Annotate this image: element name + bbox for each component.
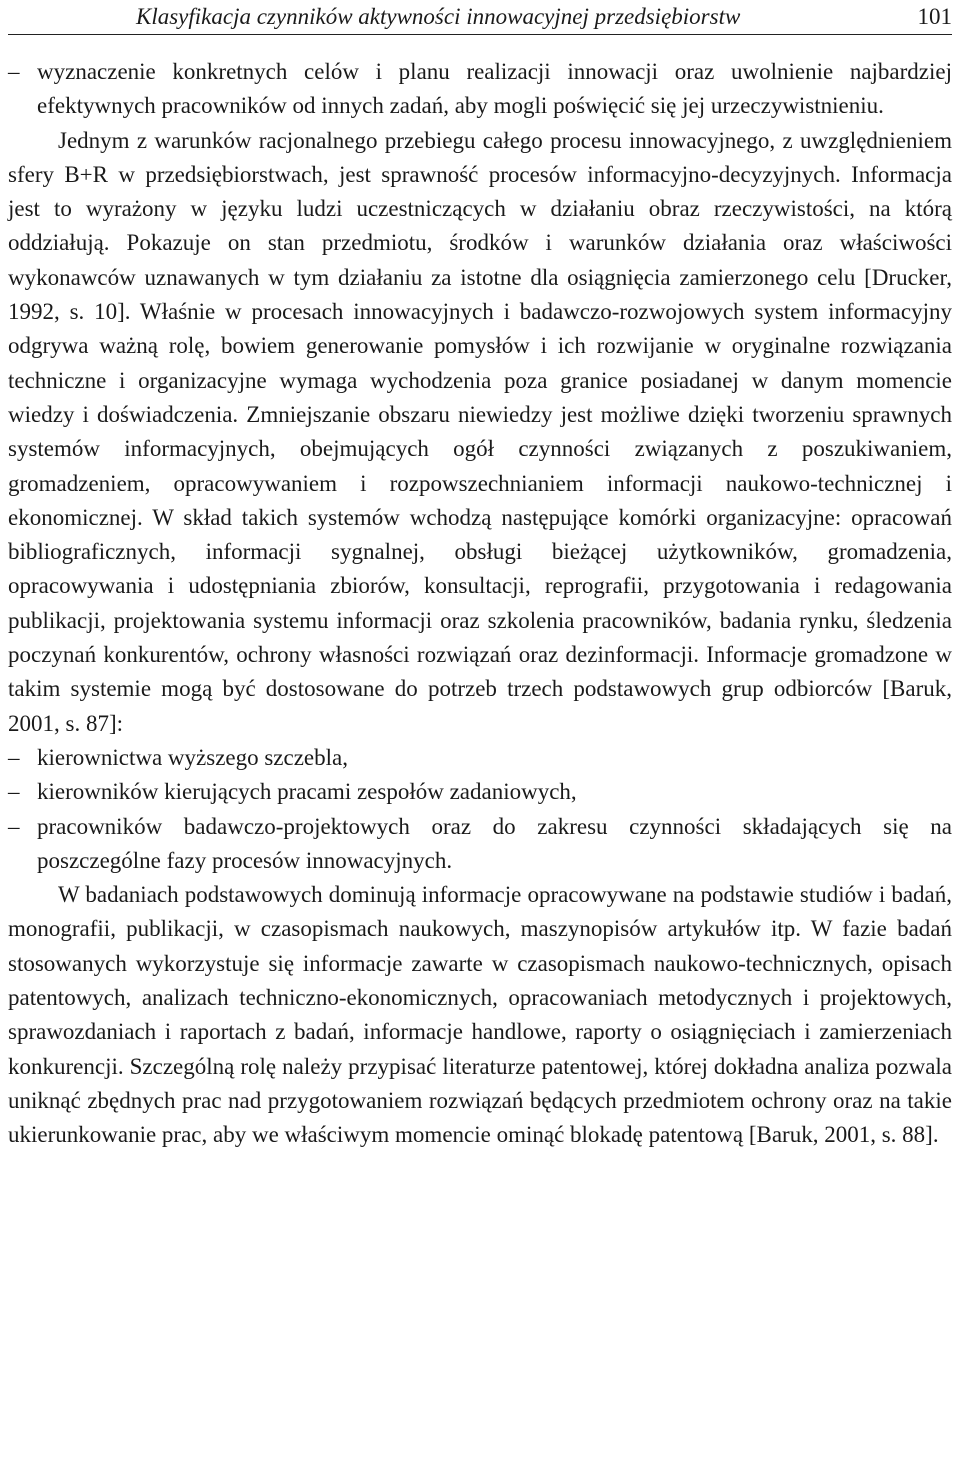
running-header: [8, 0, 952, 35]
list-item-text: wyznaczenie konkretnych celów i planu realizacji innowacji oraz uwolnienie najbardziej efektywnych pracowników od innych zadań, aby mogli poświęcić się jej urzeczywistnieniu.: [37, 59, 952, 119]
body-text: [8, 55, 952, 1153]
dash-bullet-icon: [8, 810, 20, 844]
document-page: [8, 0, 952, 1153]
dash-bullet-icon: [8, 741, 20, 775]
list-item: [8, 775, 952, 809]
paragraph-1: Jednym z warunków racjonalnego przebiegu całego procesu innowacyjnego, z uwzględnieniem sfery B+R w przedsiębiorstwach, jest sprawność procesów informacyjno-decyzyjnych. Informacja jest to wyrażony w języku ludzi uczestniczących w działaniu obraz rzeczywistości, na którą oddziałują. Pokazuje on stan przedmiotu, środków i warunków działania oraz właściwości wykonawców uznawanych w tym działaniu za istotne dla osiągnięcia zamierzonego celu [Drucker, 1992, s. 10]. Właśnie w procesach innowacyjnych i badawczo-rozwojowych system informacyjny odgrywa ważną rolę, bowiem generowanie pomysłów i ich rozwijanie w oryginalne rozwiązania techniczne i organizacyjne wymaga wychodzenia poza granice posiadanej w danym momencie wiedzy i doświadczenia. Zmniejszanie obszaru niewiedzy jest możliwe dzięki tworzeniu sprawnych systemów informacyjnych, obejmujących ogół czynności związanych z poszukiwaniem, gromadzeniem, opracowywaniem i rozpowszechnianiem informacji naukowo-technicznej i ekonomicznej. W skład takich systemów wchodzą następujące komórki organizacyjne: opracowań bibliograficznych, informacji sygnalnej, obsługi bieżącej użytkowników, gromadzenia, opracowywania i udostępniania zbiorów, konsultacji, reprografii, przygotowania i redagowania publikacji, projektowania systemu informacji oraz szkolenia pracowników, badania rynku, śledzenia poczynań konkurentów, ochrony własności rozwiązań oraz dezinformacji. Informacje gromadzone w takim systemie mogą być dostosowane do potrzeb trzech podstawowych grup odbiorców [Baruk, 2001, s. 87]:: [8, 127, 952, 736]
dash-bullet-icon: [8, 55, 20, 89]
paragraph-2: W badaniach podstawowych dominują informacje opracowywane na podstawie studiów i badań, monografii, publikacji, w czasopismach naukowych, maszynopisów artykułów itp. W fazie badań stosowanych wykorzystuje się informacje zawarte w czasopismach naukowo-technicznych, opisach patentowych, analizach techniczno-ekonomicznych, opracowaniach metodycznych i projektowych, sprawozdaniach i raportach z badań, informacje handlowe, raporty o osiągnięciach i zamierzeniach konkurencji. Szczególną rolę należy przypisać literaturze patentowej, której dokładna analiza pozwala uniknąć zbędnych prac nad przygotowaniem rozwiązań będących przedmiotem ochrony oraz na takie ukierunkowanie prac, aby we właściwym momencie ominąć blokadę patentową [Baruk, 2001, s. 88].: [8, 882, 952, 1148]
dash-bullet-icon: [8, 775, 20, 809]
list-item-text: kierownictwa wyższego szczebla,: [37, 744, 348, 770]
running-title: Klasyfikacja czynników aktywności innowacyjnej przedsiębiorstw: [136, 4, 741, 29]
list-item-text: kierowników kierujących pracami zespołów zadaniowych,: [37, 779, 577, 805]
list-item-top: [8, 55, 952, 124]
list-item: [8, 810, 952, 879]
list-item: [8, 741, 952, 775]
page-number: 101: [917, 4, 952, 29]
list-item-text: pracowników badawczo-projektowych oraz do zakresu czynności składających się na poszczególne fazy procesów innowacyjnych.: [37, 813, 952, 873]
